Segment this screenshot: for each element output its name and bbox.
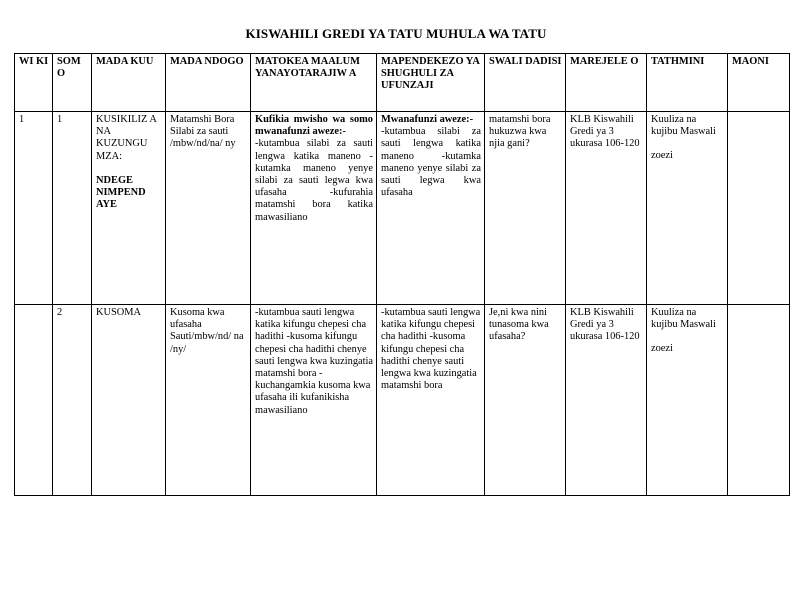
header-swali-dadisi: SWALI DADISI xyxy=(485,54,566,112)
header-marejeleo: MAREJELE O xyxy=(566,54,647,112)
tathmini-exercise: zoezi xyxy=(651,343,673,355)
header-maoni: MAONI xyxy=(728,54,790,112)
cell-mapendekezo xyxy=(377,112,485,305)
cell-mada-kuu: KUSOMA xyxy=(92,305,166,496)
matokea-heading: Kufikia mwisho wa somo mwanafunzi aweze:- xyxy=(255,114,373,138)
header-somo: SOM O xyxy=(53,54,92,112)
tathmini-exercise: zoezi xyxy=(651,150,673,162)
cell-marejeleo: KLB Kiswahili Gredi ya 3 ukurasa 106-120 xyxy=(566,112,647,305)
header-matokea: MATOKEA MAALUM YANAYOTARAJIW A xyxy=(251,54,377,112)
cell-swali-dadisi: Je,ni kwa nini tunasoma kwa ufasaha? xyxy=(485,305,566,496)
scheme-of-work-table xyxy=(14,53,790,496)
header-tathmini: TATHMINI xyxy=(647,54,728,112)
cell-tathmini xyxy=(647,305,728,496)
cell-matokea xyxy=(251,112,377,305)
mapendekezo-body: -kutambua silabi za sauti lengwa katika maneno -kutamka maneno yenye silabi za sauti legwa kwa ufasaha xyxy=(381,126,481,199)
mada-kuu-text: KUSIKILIZ A NA KUZUNGU MZA: xyxy=(96,114,157,162)
cell-marejeleo: KLB Kiswahili Gredi ya 3 ukurasa 106-120 xyxy=(566,305,647,496)
cell-mada-ndogo: Kusoma kwa ufasaha Sauti/mbw/nd/ na /ny/ xyxy=(166,305,251,496)
header-mapendekezo: MAPENDEKEZO YA SHUGHULI ZA UFUNZAJI xyxy=(377,54,485,112)
cell-wiki: 1 xyxy=(15,112,53,305)
cell-wiki xyxy=(15,305,53,496)
header-row xyxy=(15,54,790,112)
table-row xyxy=(15,305,790,496)
cell-swali-dadisi: matamshi bora hukuzwa kwa njia gani? xyxy=(485,112,566,305)
header-mada-ndogo: MADA NDOGO xyxy=(166,54,251,112)
cell-mada-ndogo: Matamshi Bora Silabi za sauti /mbw/nd/na/ ny xyxy=(166,112,251,305)
mapendekezo-heading: Mwanafunzi aweze:- xyxy=(381,114,474,125)
cell-maoni xyxy=(728,112,790,305)
cell-maoni xyxy=(728,305,790,496)
tathmini-method: Kuuliza na kujibu Maswali xyxy=(651,114,716,138)
mada-kuu-subtopic: NDEGE NIMPEND AYE xyxy=(96,174,146,211)
cell-tathmini xyxy=(647,112,728,305)
cell-mada-kuu xyxy=(92,112,166,305)
cell-matokea: -kutambua sauti lengwa katika kifungu chepesi cha hadithi -kusoma kifungu chepesi cha hadithi chenye sauti lengwa kwa kuzingatia matamshi bora -kuchangamkia kusoma kwa ufasaha ili kufanikisha mawasiliano xyxy=(251,305,377,496)
cell-mapendekezo: -kutambua sauti lengwa katika kifungu chepesi cha hadithi -kusoma kifungu chepesi cha hadithi chenye sauti lengwa kwa kuzingatia matamshi bora xyxy=(377,305,485,496)
header-wiki: WI KI xyxy=(15,54,53,112)
table-row xyxy=(15,112,790,305)
cell-somo: 1 xyxy=(53,112,92,305)
document-title: KISWAHILI GREDI YA TATU MUHULA WA TATU xyxy=(245,26,547,41)
tathmini-method: Kuuliza na kujibu Maswali xyxy=(651,307,716,331)
matokea-body: -kutambua silabi za sauti lengwa katika maneno -kutamka maneno yenye silabi za sauti legwa kwa ufasaha -kufurahia matamshi bora katika mawasiliano xyxy=(255,138,373,223)
cell-somo: 2 xyxy=(53,305,92,496)
header-mada-kuu: MADA KUU xyxy=(92,54,166,112)
